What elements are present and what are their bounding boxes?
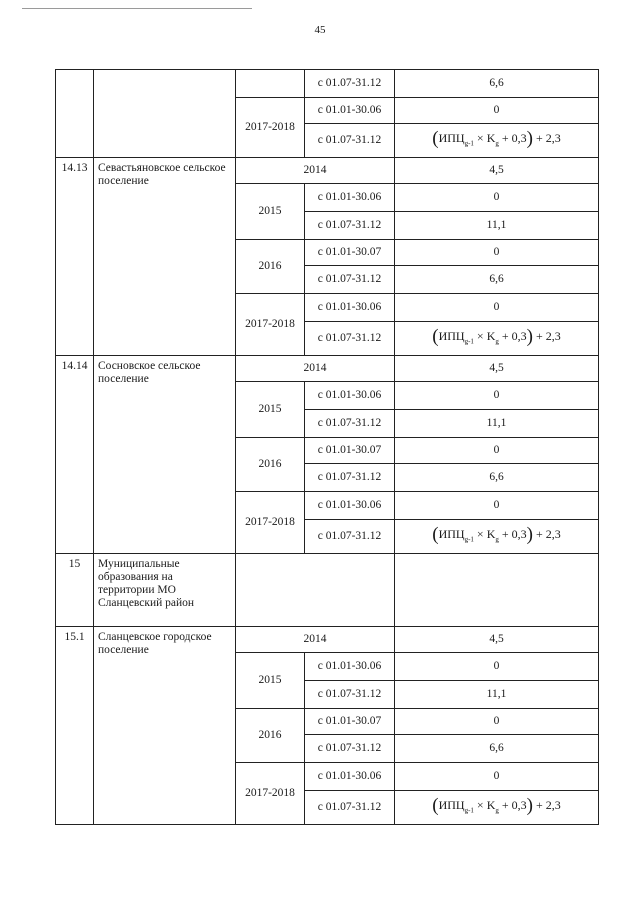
row-number-cell: 14.14: [56, 356, 94, 554]
period-cell: с 01.07-31.12: [305, 681, 395, 709]
formula-cell: [395, 124, 599, 158]
year-cell: 2017-2018: [236, 98, 305, 158]
period-cell: с 01.01-30.07: [305, 709, 395, 735]
period-cell: с 01.01-30.06: [305, 492, 395, 520]
value-cell: 0: [395, 763, 599, 791]
scan-artifact-line: [22, 8, 252, 9]
year-cell: 2015: [236, 382, 305, 438]
value-cell: 6,6: [395, 70, 599, 98]
period-cell: с 01.07-31.12: [305, 410, 395, 438]
period-cell: с 01.07-31.12: [305, 70, 395, 98]
period-cell: с 01.01-30.06: [305, 382, 395, 410]
value-cell: 11,1: [395, 681, 599, 709]
value-cell: 0: [395, 294, 599, 322]
table-row: [56, 627, 599, 653]
year-cell: 2015: [236, 184, 305, 240]
row-number-cell: 15: [56, 554, 94, 627]
year-cell: 2014: [236, 356, 395, 382]
period-cell: с 01.07-31.12: [305, 735, 395, 763]
formula-cell: [395, 520, 599, 554]
table-row: [56, 356, 599, 382]
period-cell: с 01.07-31.12: [305, 212, 395, 240]
row-number-cell: [56, 70, 94, 158]
year-cell: 2017-2018: [236, 492, 305, 554]
year-cell: 2014: [236, 158, 395, 184]
period-cell: с 01.01-30.06: [305, 763, 395, 791]
table-row: [56, 158, 599, 184]
period-cell: с 01.01-30.07: [305, 240, 395, 266]
year-cell: 2014: [236, 627, 395, 653]
period-cell: с 01.01-30.07: [305, 438, 395, 464]
year-cell: 2016: [236, 438, 305, 492]
value-cell: 4,5: [395, 158, 599, 184]
period-cell: с 01.01-30.06: [305, 653, 395, 681]
year-cell: 2016: [236, 709, 305, 763]
period-cell: с 01.07-31.12: [305, 791, 395, 825]
year-cell: 2017-2018: [236, 763, 305, 825]
year-cell: [236, 554, 395, 627]
settlement-name-cell: Сосновское сельское поселение: [94, 356, 236, 554]
value-cell: 0: [395, 492, 599, 520]
value-cell: 6,6: [395, 735, 599, 763]
settlement-name-cell: Сланцевское городское поселение: [94, 627, 236, 825]
row-number-cell: 15.1: [56, 627, 94, 825]
year-cell: 2017-2018: [236, 294, 305, 356]
formula-cell: [395, 791, 599, 825]
settlement-name-cell: Севастьяновское сельское поселение: [94, 158, 236, 356]
period-cell: с 01.07-31.12: [305, 266, 395, 294]
period-cell: с 01.07-31.12: [305, 464, 395, 492]
value-cell: 11,1: [395, 410, 599, 438]
period-cell: с 01.07-31.12: [305, 520, 395, 554]
page-number: 45: [314, 24, 326, 36]
row-number-cell: 14.13: [56, 158, 94, 356]
value-cell: 11,1: [395, 212, 599, 240]
value-cell: 6,6: [395, 464, 599, 492]
tariff-formula: $(ИПЦ_{g-1} \times K_g + 0,3) + 2,3$: [432, 795, 561, 817]
table-row: [56, 554, 599, 627]
value-cell: 0: [395, 184, 599, 212]
value-cell: 4,5: [395, 356, 599, 382]
settlement-name-cell: [94, 70, 236, 158]
table-row: [56, 70, 599, 98]
value-cell: 0: [395, 382, 599, 410]
formula-cell: [395, 322, 599, 356]
value-cell: 4,5: [395, 627, 599, 653]
period-cell: с 01.01-30.06: [305, 294, 395, 322]
year-cell: [236, 70, 305, 98]
value-cell: [395, 554, 599, 627]
period-cell: с 01.01-30.06: [305, 184, 395, 212]
settlement-name-cell: Муниципальные образования на территории МО Сланцевский район: [94, 554, 236, 627]
period-cell: с 01.07-31.12: [305, 322, 395, 356]
value-cell: 0: [395, 653, 599, 681]
value-cell: 0: [395, 438, 599, 464]
value-cell: 0: [395, 240, 599, 266]
period-cell: с 01.07-31.12: [305, 124, 395, 158]
tariff-formula: $(ИПЦ_{g-1} \times K_g + 0,3) + 2,3$: [432, 128, 561, 150]
value-cell: 0: [395, 709, 599, 735]
period-cell: с 01.01-30.06: [305, 98, 395, 124]
value-cell: 0: [395, 98, 599, 124]
year-cell: 2016: [236, 240, 305, 294]
value-cell: 6,6: [395, 266, 599, 294]
tariff-formula: $(ИПЦ_{g-1} \times K_g + 0,3) + 2,3$: [432, 524, 561, 546]
tariff-formula: $(ИПЦ_{g-1} \times K_g + 0,3) + 2,3$: [432, 326, 561, 348]
tariff-table: [55, 69, 599, 825]
year-cell: 2015: [236, 653, 305, 709]
